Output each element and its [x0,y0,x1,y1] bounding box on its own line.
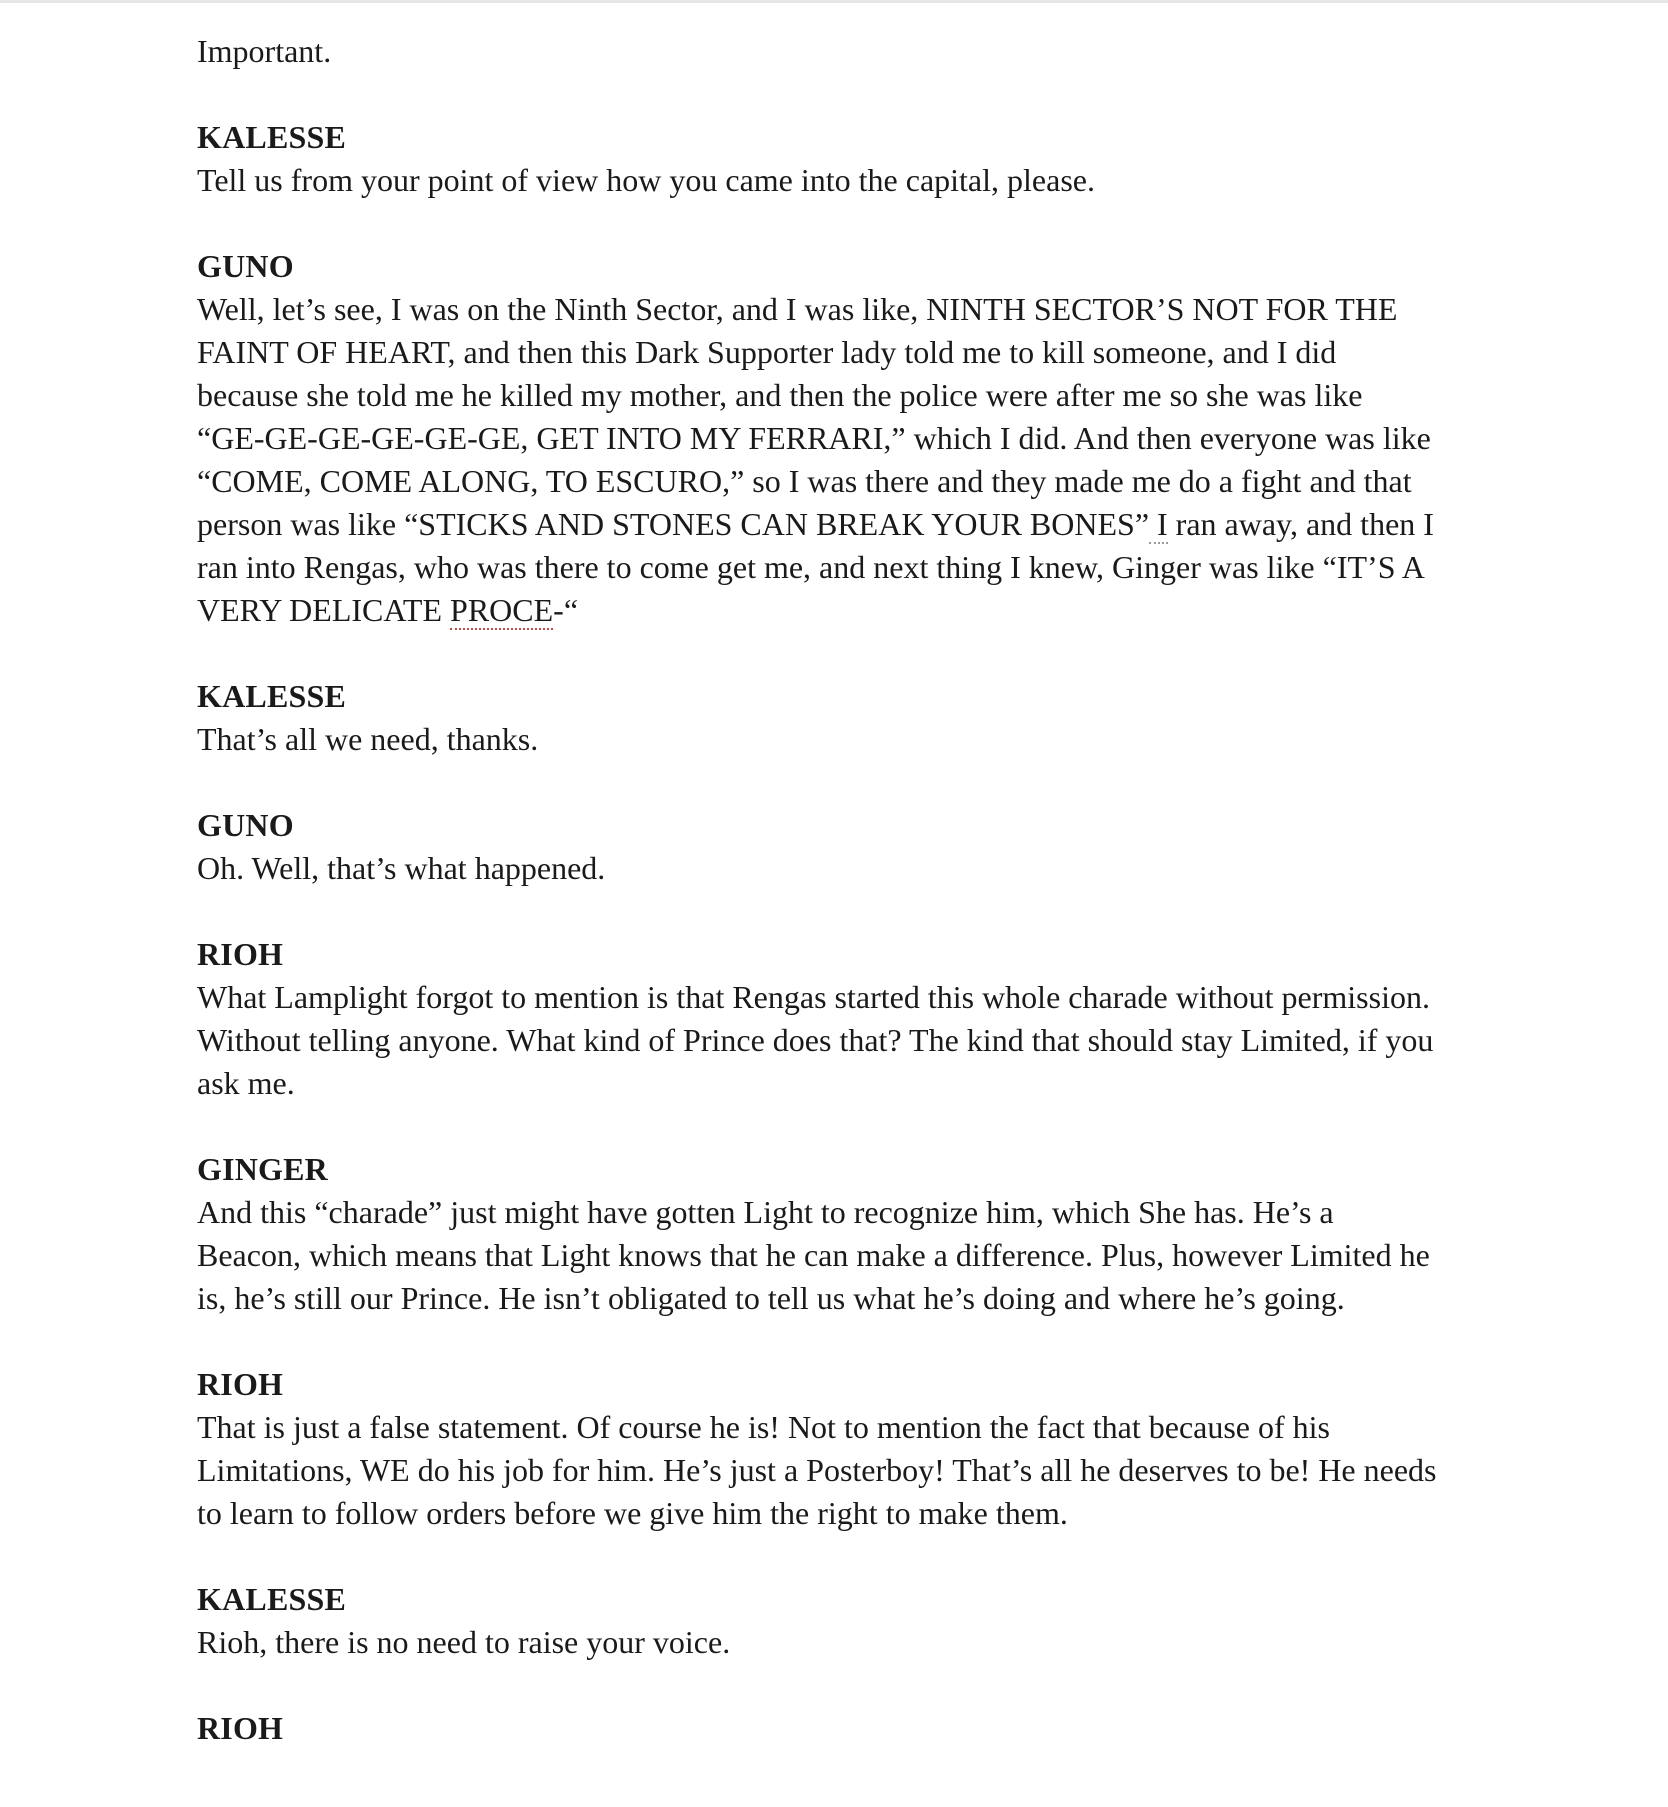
dialogue-line: Important. [197,33,332,69]
speaker-name: RIOH [197,1366,284,1402]
dialogue-line: because she told me he killed my mother, and then the police were after me so she was like [197,377,1363,413]
dialogue-line: Limitations, WE do his job for him. He’s just a Posterboy! That’s all he deserves to be! He needs [197,1452,1437,1488]
speaker-name: GINGER [197,1151,328,1187]
speaker-name: RIOH [197,936,284,972]
dialogue-line: Rioh, there is no need to raise your voice. [197,1624,731,1660]
dialogue-line: Oh. Well, that’s what happened. [197,850,606,886]
dialogue-line [197,589,1487,632]
dialogue-fragment: VERY DELICATE [197,592,451,628]
dialogue-line: That’s all we need, thanks. [197,721,539,757]
dialogue-block [197,245,1487,632]
speaker-name: RIOH [197,1710,284,1746]
dialogue-line: Tell us from your point of view how you came into the capital, please. [197,162,1095,198]
dialogue-block [197,933,1487,1105]
dialogue-block [197,804,1487,890]
dialogue-block [197,675,1487,761]
dialogue-line: Well, let’s see, I was on the Ninth Sector, and I was like, NINTH SECTOR’S NOT FOR THE [197,291,1398,327]
dialogue-line: ask me. [197,1065,295,1101]
dialogue-fragment: -“ [553,592,579,628]
speaker-name: KALESSE [197,678,347,714]
speaker-name: KALESSE [197,1581,347,1617]
speaker-name: KALESSE [197,119,347,155]
dialogue-line: And this “charade” just might have gotten Light to recognize him, which She has. He’s a [197,1194,1334,1230]
page-top-border [0,0,1668,3]
dialogue-line: That is just a false statement. Of course he is! Not to mention the fact that because of his [197,1409,1330,1445]
dialogue-line: FAINT OF HEART, and then this Dark Supporter lady told me to kill someone, and I did [197,334,1337,370]
dialogue-line: is, he’s still our Prince. He isn’t obligated to tell us what he’s doing and where he’s going. [197,1280,1345,1316]
dialogue-block [197,1363,1487,1535]
dialogue-fragment: person was like “STICKS AND STONES CAN BREAK YOUR BONES” [197,506,1150,542]
dialogue-block [197,30,1487,73]
speaker-name: GUNO [197,248,294,284]
speaker-name: GUNO [197,807,294,843]
dialogue-line: ran into Rengas, who was there to come get me, and next thing I knew, Ginger was like “IT’S A [197,549,1425,585]
dialogue-fragment: ran away, and then I [1167,506,1434,542]
dialogue-block [197,116,1487,202]
dialogue-block [197,1148,1487,1320]
spelling-flag[interactable]: PROCE [450,592,554,628]
dialogue-line [197,503,1487,546]
dialogue-line: “COME, COME ALONG, TO ESCURO,” so I was there and they made me do a fight and that [197,463,1412,499]
dialogue-line: Without telling anyone. What kind of Prince does that? The kind that should stay Limited, if you [197,1022,1434,1058]
dialogue-line: Beacon, which means that Light knows that he can make a difference. Plus, however Limited he [197,1237,1430,1273]
dialogue-line: “GE-GE-GE-GE-GE-GE, GET INTO MY FERRARI,” which I did. And then everyone was like [197,420,1431,456]
document-body [197,30,1487,1793]
dialogue-block [197,1578,1487,1664]
grammar-flag[interactable]: I [1149,506,1168,542]
dialogue-block [197,1707,1487,1750]
dialogue-line: to learn to follow orders before we give him the right to make them. [197,1495,1068,1531]
dialogue-line: What Lamplight forgot to mention is that Rengas started this whole charade without permission. [197,979,1430,1015]
